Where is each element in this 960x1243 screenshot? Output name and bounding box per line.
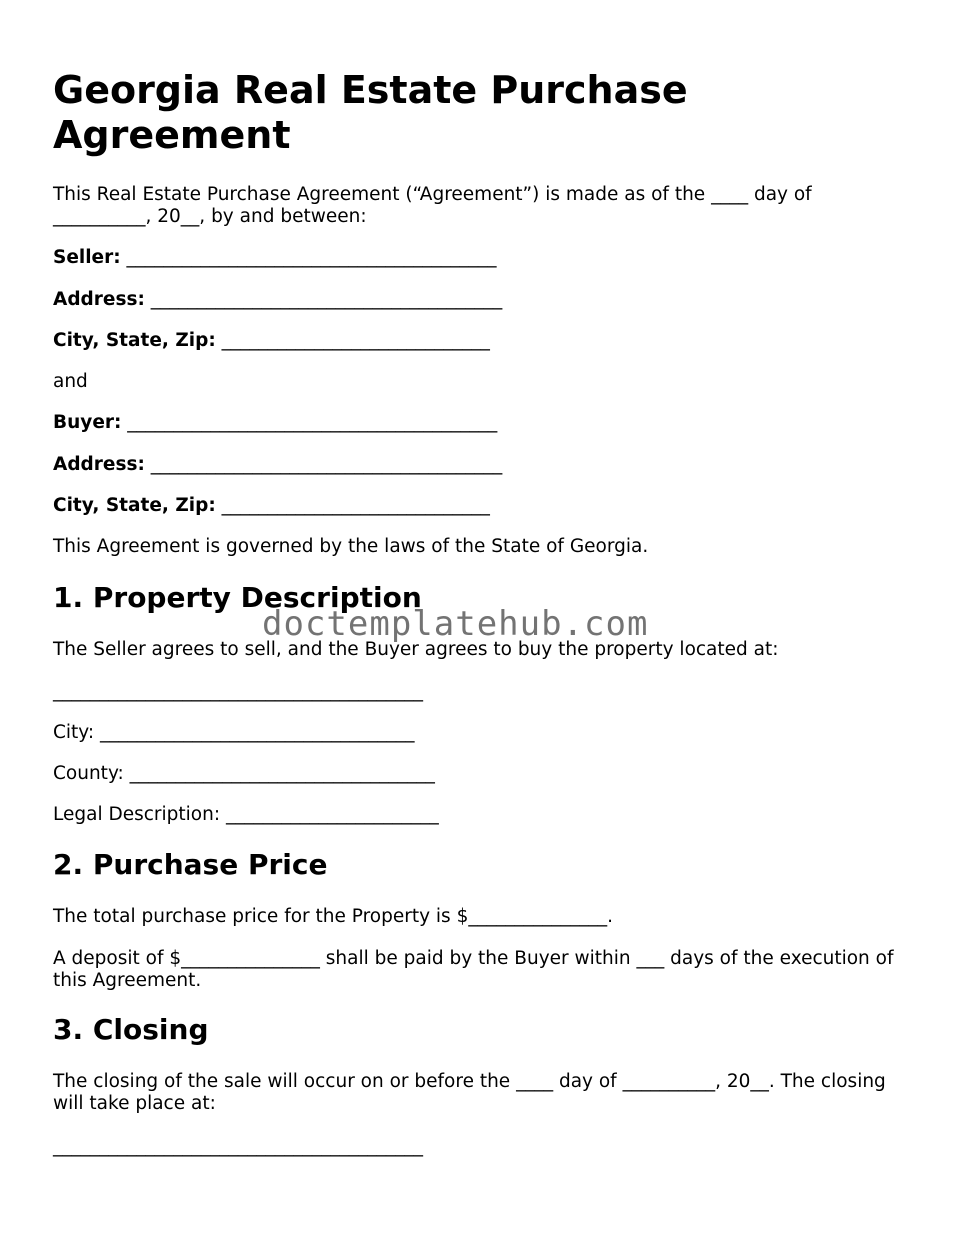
section-3-heading: 3. Closing [53, 1013, 209, 1046]
seller-label: Seller: [53, 247, 121, 268]
deposit-text: A deposit of $_______________ shall be paid by the Buyer within ___ days of the execution of this Agreement. [53, 948, 894, 991]
buyer-city-label: City, State, Zip: [53, 495, 216, 516]
section-1-heading: 1. Property Description [53, 581, 422, 614]
intro-paragraph: This Real Estate Purchase Agreement (“Agreement”) is made as of the ____ day of __________, 20__, by and between: [53, 184, 812, 227]
buyer-address-label: Address: [53, 454, 145, 475]
buyer-blank: ________________________________________ [121, 412, 498, 433]
buyer-city-line [53, 495, 490, 517]
seller-address-label: Address: [53, 289, 145, 310]
seller-address-line [53, 289, 502, 311]
property-city-line: City: __________________________________ [53, 722, 415, 743]
buyer-label: Buyer: [53, 412, 122, 433]
purchase-price-text: The total purchase price for the Property is $_______________. [53, 906, 613, 927]
seller-blank: ________________________________________ [120, 247, 497, 268]
property-county-line: County: _________________________________ [53, 763, 435, 784]
buyer-address-blank: ______________________________________ [144, 454, 503, 475]
buyer-city-blank: _____________________________ [215, 495, 490, 516]
governing-law-text: This Agreement is governed by the laws of the State of Georgia. [53, 536, 649, 557]
and-text: and [53, 371, 88, 392]
seller-city-blank: _____________________________ [215, 330, 490, 351]
property-location-text: The Seller agrees to sell, and the Buyer agrees to buy the property located at: [53, 639, 779, 660]
property-legal-description-line: Legal Description: _______________________ [53, 804, 439, 825]
seller-city-line [53, 330, 490, 352]
seller-line [53, 247, 497, 269]
closing-location-blank: ________________________________________ [53, 1136, 423, 1157]
closing-text: The closing of the sale will occur on or before the ____ day of __________, 20__. The closing will take place at: [53, 1071, 886, 1114]
document-title: Georgia Real Estate Purchase Agreement [53, 68, 688, 157]
seller-city-label: City, State, Zip: [53, 330, 216, 351]
section-2-heading: 2. Purchase Price [53, 848, 328, 881]
property-address-blank: ________________________________________ [53, 681, 423, 702]
buyer-address-line [53, 454, 502, 476]
buyer-line [53, 412, 497, 434]
seller-address-blank: ______________________________________ [144, 289, 503, 310]
watermark: doctemplatehub.com [262, 604, 649, 644]
